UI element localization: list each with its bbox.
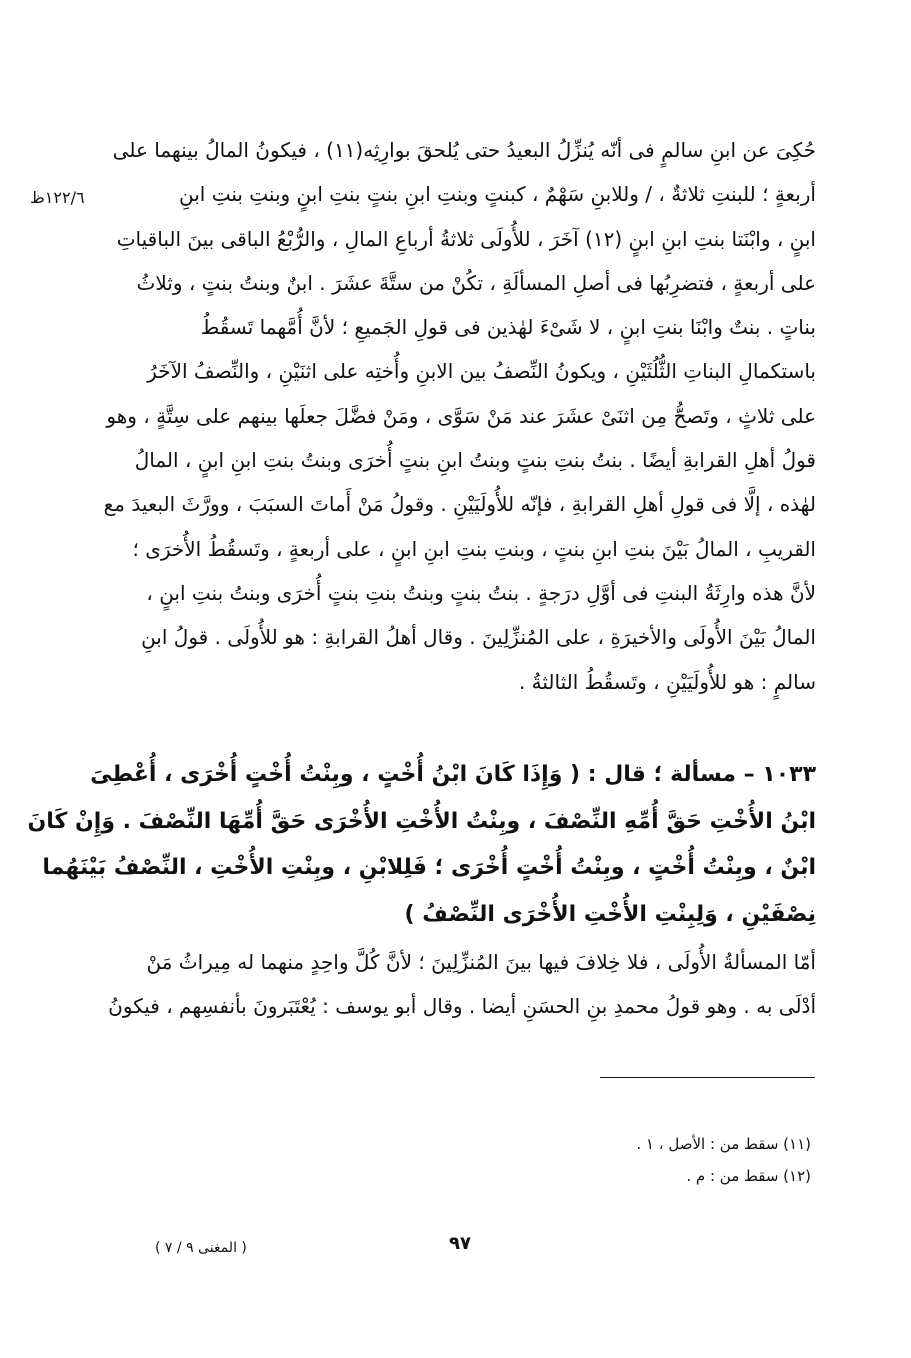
footnote-11: (١١) سقط من : الأصل ، ١ . (636, 1135, 811, 1153)
text-line: ابْنُ الأُخْتِ حَقَّ أُمِّهِ النِّصْفَ ، وبِنْتُ الأُخْتِ الأُخْرَى حَقَّ أُمِّهَا النِّصْفَ . وَإِنْ كَانَ (27, 808, 816, 834)
text-line: ابنٍ ، وابْنَتا بنتِ ابنِ ابنٍ (١٢) آخَرَ ، للأُولَى ثلاثةُ أرباعِ المالِ ، والرُّبْعُ الباقى بينَ الباقياتِ (116, 226, 816, 251)
text-line: أمّا المسألةُ الأُولَى ، فلا خِلافَ فيها بينَ المُنزِّلِينَ ؛ لأنَّ كُلَّ واحِدٍ منهما له مِيراثُ مَنْ (146, 950, 816, 974)
volume-signature: ( المغنى ٩ / ٧ ) (155, 1240, 247, 1256)
masala-1033-heading-paragraph (27, 752, 816, 938)
footnote-12: (١٢) سقط من : م . (686, 1167, 811, 1185)
text-line: القريبِ ، المالُ بَيْنَ بنتِ ابنِ بنتٍ ، وبنتِ بنتِ ابنِ ابنٍ ، على أربعةٍ ، وتَسقُطُ الأُخرَى ؛ (132, 536, 816, 561)
text-line: ١٠٣٣ – مسألة ؛ قال : ( وَإِذَا كَانَ ابْنُ أُخْتٍ ، وبِنْتُ أُخْتٍ أُخْرَى ، أُعْطِىَ (90, 762, 816, 787)
text-line: على أربعةٍ ، فتضرِبُها فى أصلِ المسألَةِ ، تكُنْ من ستَّةَ عشَرَ . ابنٌ وبنتُ بنتٍ ، وثلاثُ (136, 270, 816, 295)
paragraph-inheritance-cases (103, 128, 816, 704)
page-number: ٩٧ (449, 1233, 471, 1254)
text-line: باستكمالِ البناتِ الثُّلُثَيْنِ ، ويكونُ النِّصفُ بين الابنِ وأُختِه على اثنَيْنِ ، والنِّصفُ الآخَرُ (147, 359, 816, 384)
manuscript-folio-note: ١٢٢/٦ظ (30, 188, 85, 207)
paragraph-commentary (108, 940, 816, 1028)
text-line: لهٰذه ، إلَّا فى قولِ أهلِ القرابةِ ، فإنّه للأُولَيَيْنِ . وقولُ مَنْ أَماتَ السبَبَ ، وورَّثَ البعيدَ مع (103, 492, 816, 517)
footnotes (411, 1128, 811, 1192)
text-line: أربعةٍ ؛ للبنتِ ثلاثةٌ ، / وللابنِ سَهْمٌ ، كبنتٍ وبنتِ ابنِ بنتٍ بنتِ ابنٍ وبنتِ بنتِ ابنِ (178, 182, 816, 207)
text-line: حُكِىَ عن ابنِ سالمٍ فى أنّه يُنزِّلُ البعيدُ حتى يُلحقَ بوارِثِه(١١) ، فيكونُ المالُ بينهما على (112, 138, 816, 162)
text-line: ابْنٌ ، وبِنْتُ أُخْتٍ ، وبِنْتُ أُخْتٍ أُخْرَى ؛ فَلِلابْنِ ، وبِنْتِ الأُخْتِ ، النِّصْفُ بَيْنَهُما (42, 855, 816, 880)
text-line: سالمٍ : هو للأُولَيَيْنِ ، وتَسقُطُ الثالثةُ . (518, 669, 816, 694)
text-line: قولُ أهلِ القرابةِ أيضًا . بنتُ بنتِ بنتٍ وبنتُ ابنِ بنتٍ أُخرَى وبنتُ بنتِ ابنِ ابنٍ ، المالُ (134, 448, 816, 473)
text-line: أدْلَى به . وهو قولُ محمدِ بنِ الحسَنِ أيضا . وقال أبو يوسف : يُعْتَبَرونَ بأنفسِهم ، فيكونُ (108, 994, 816, 1018)
text-line: على ثلاثٍ ، وتَصحُّ مِن اثنَىْ عشَرَ عند مَنْ سَوَّى ، ومَنْ فضَّلَ جعلَها بينهم على سِتَّةٍ ، وهو (106, 403, 816, 428)
text-line: نِصْفَيْنِ ، وَلِبِنْتِ الأُخْتِ الأُخْرَى النِّصْفُ ) (404, 901, 816, 927)
text-line: لأنَّ هذه وارِثَةُ البنتِ فى أوَّلِ درَجةٍ . بنتُ بنتٍ وبنتُ بنتِ بنتٍ أُخرَى وبنتُ بنتِ ابنٍ ، (146, 580, 816, 605)
text-line: المالُ بَيْنَ الأُولَى والأخيرَةِ ، على المُنزِّلِينَ . وقال أهلُ القرابةِ : هو للأُولَى . قولُ ابنِ (141, 625, 816, 650)
text-line: بناتٍ . بنتٌ وابْنَا بنتِ ابنٍ ، لا شَىْءَ لهٰذين فى قولِ الجَميعِ ؛ لأنَّ أُمَّهما تَسقُطُ (200, 315, 816, 340)
footnote-divider (600, 1077, 815, 1078)
